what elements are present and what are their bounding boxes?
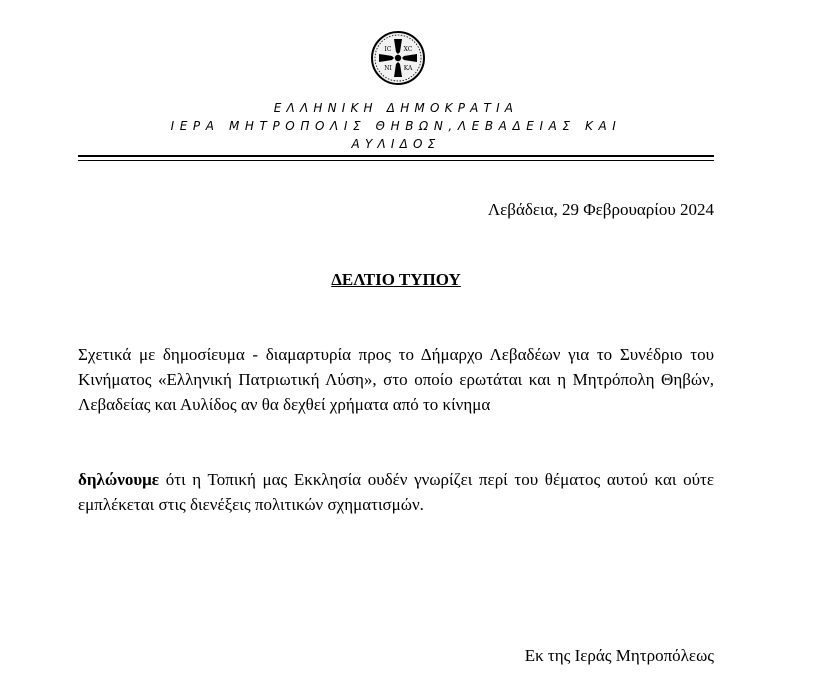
statement-keyword: δηλώνουμε [78,470,160,489]
document-date: Λεβάδεια, 29 Φεβρουαρίου 2024 [487,200,714,219]
svg-text:IC: IC [384,46,392,53]
svg-text:NI: NI [384,65,392,72]
paragraph-context: Σχετικά με δημοσίευμα - διαμαρτυρία προς το Δήμαρχο Λεβαδέων για το Συνέδριο του Κινήματος «Ελληνική Πατριωτική Λύση», στο οποίο ερωτάται και η Μητρόπολη Θηβών, Λεβαδείας και Αυλίδος αν θα δεχθεί χρήματα από το κίνημα [78,345,714,414]
statement-body: ότι η Τοπική μας Εκκλησία ουδέν γνωρίζει περί του θέματος αυτού και ούτε εμπλέκεται στις διενέξεις πολιτικών σχηματισμών. [78,470,714,514]
header-line-aulis: ΑΥΛΙΔΟΣ [351,137,441,151]
paragraph-statement [78,467,714,517]
header-divider-thick [78,155,714,157]
header-divider-thin [78,160,714,161]
metropolis-seal-icon [370,30,426,86]
signature-line: Εκ της Ιεράς Μητροπόλεως [524,646,714,665]
header-line-republic: ΕΛΛΗΝΙΚΗ ΔΗΜΟΚΡΑΤΙΑ [273,101,519,115]
document-title: ΔΕΛΤΙΟ ΤΥΠΟΥ [331,270,461,289]
svg-text:KA: KA [403,65,413,72]
svg-text:XC: XC [403,46,413,53]
header-line-metropolis: ΙΕΡΑ ΜΗΤΡΟΠΟΛΙΣ ΘΗΒΩΝ,ΛΕΒΑΔΕΙΑΣ ΚΑΙ [170,119,622,133]
